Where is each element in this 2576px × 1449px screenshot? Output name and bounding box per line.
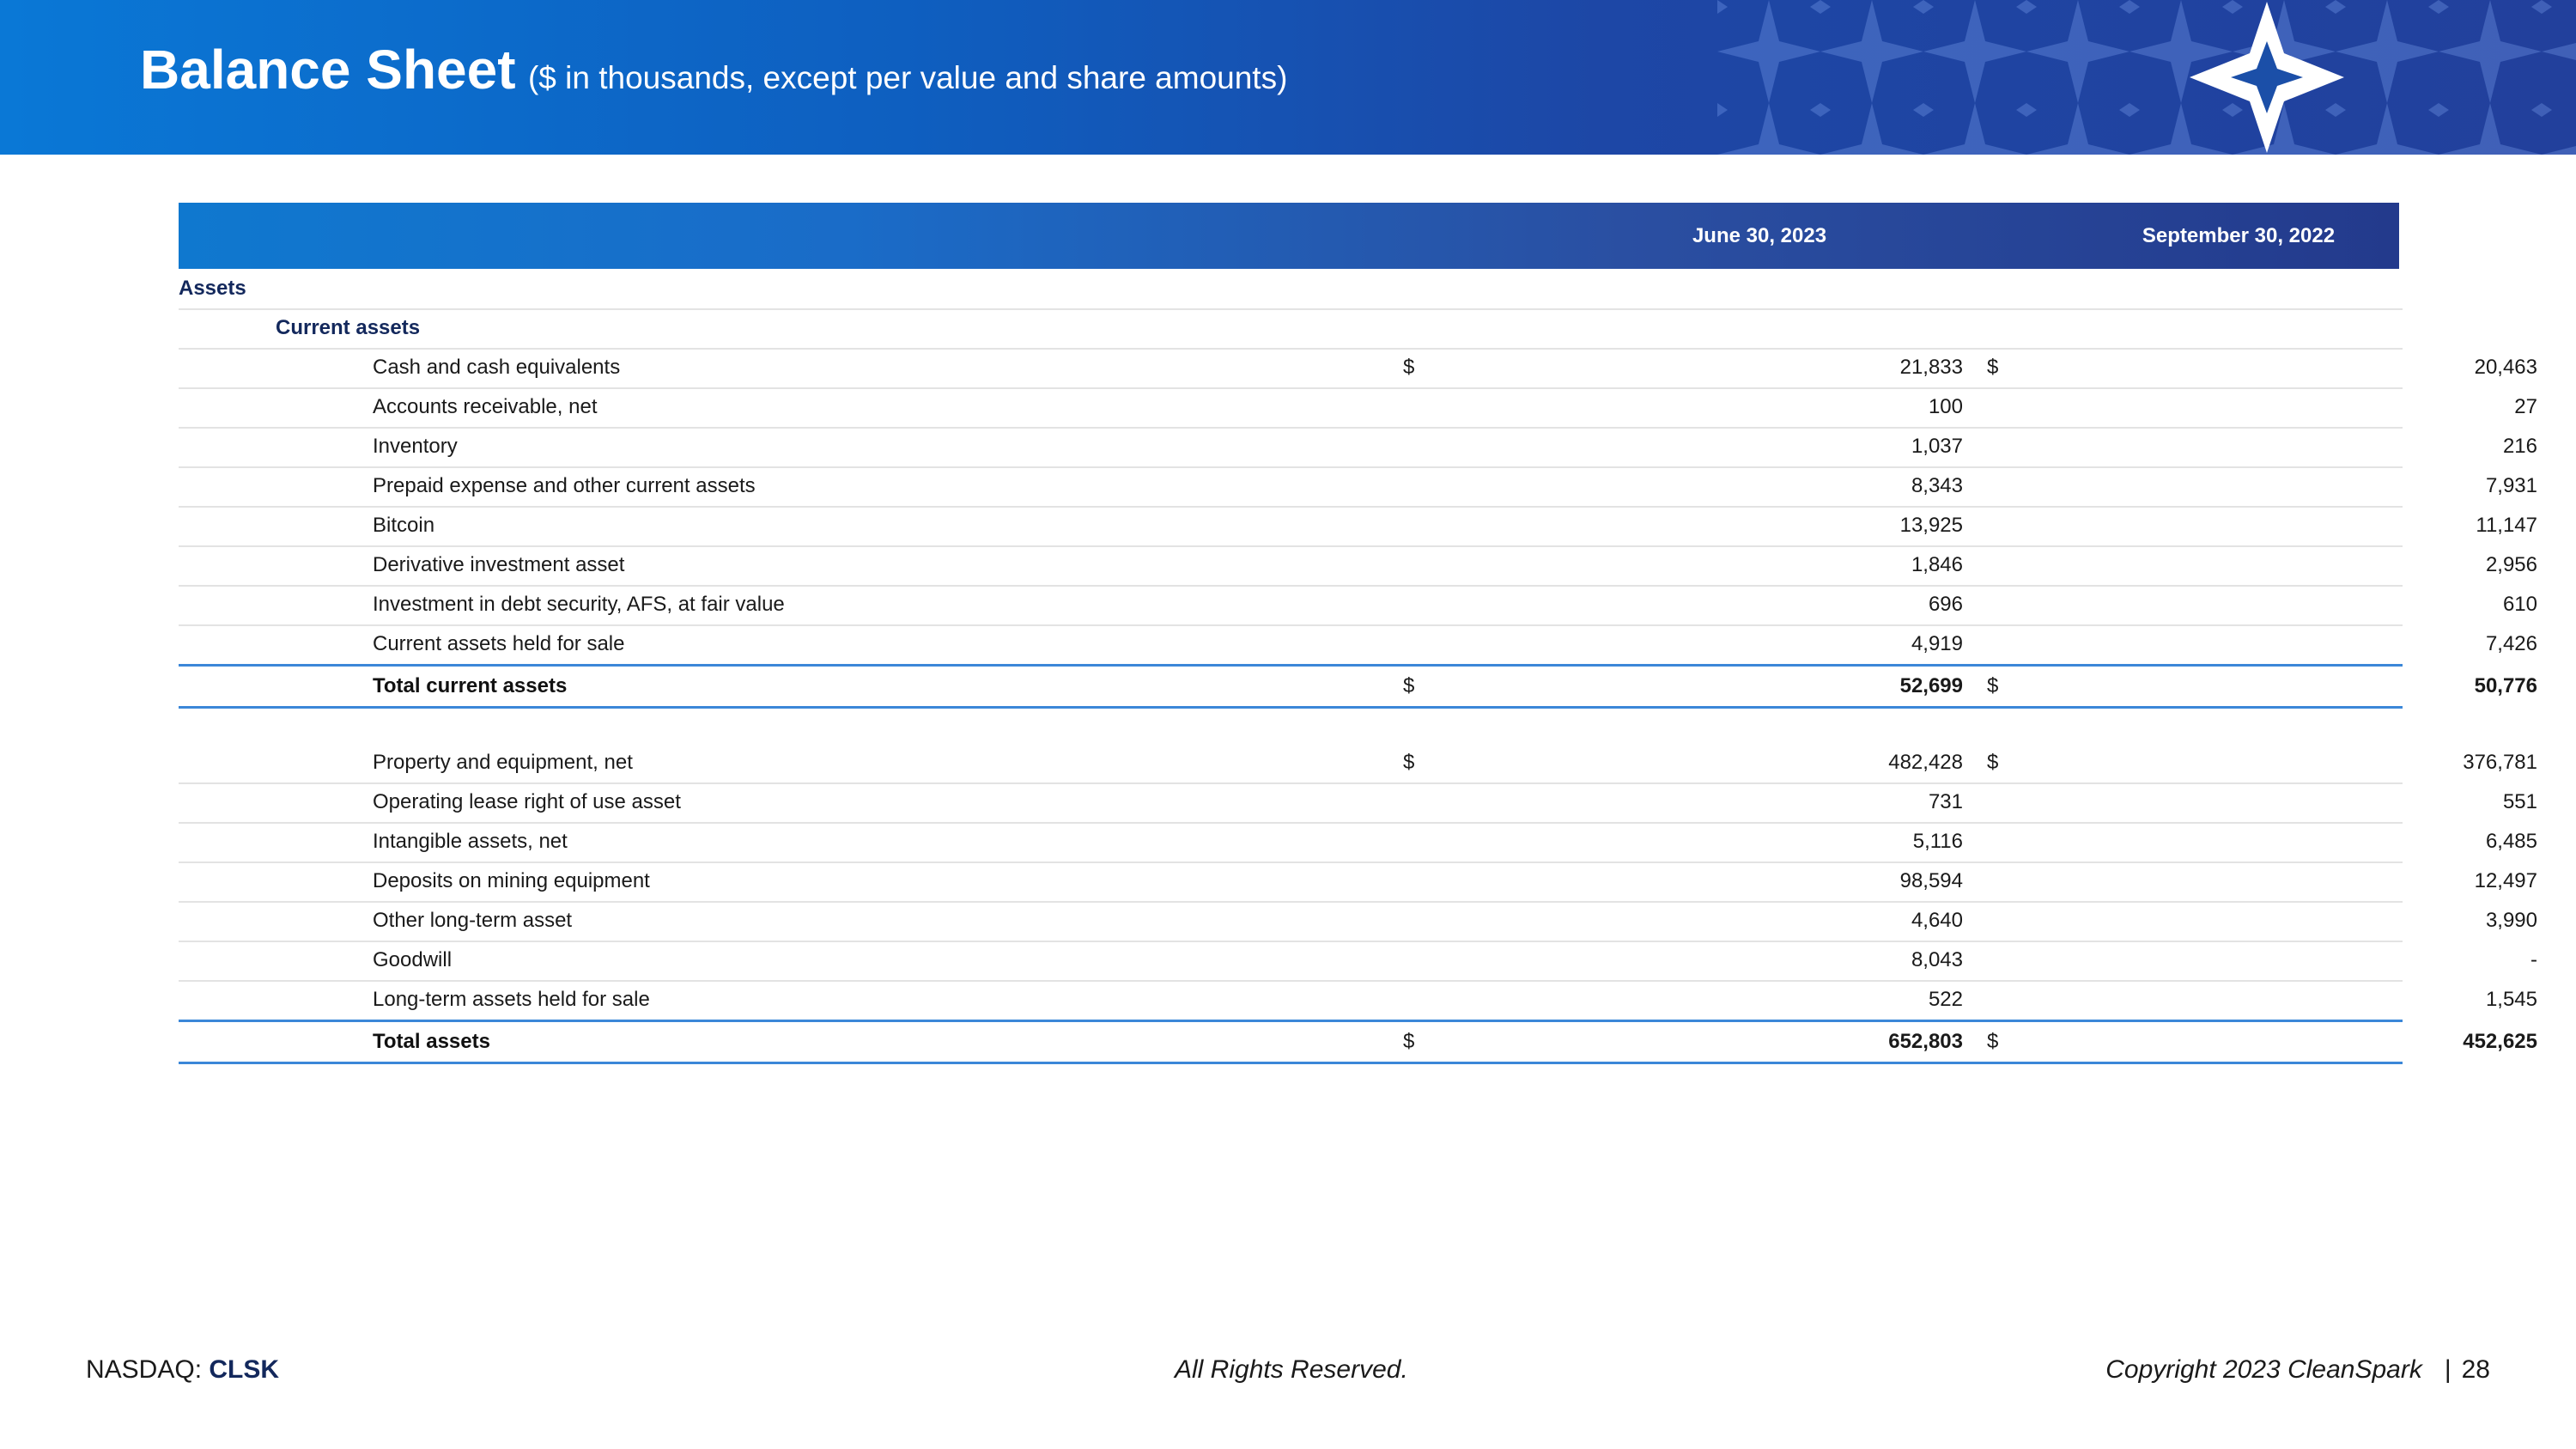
row-label: Other long-term asset: [373, 909, 573, 932]
value-june-2023: 52,699: [1899, 674, 1963, 697]
currency-symbol: $: [1987, 356, 1999, 379]
currency-symbol: $: [1987, 1030, 1999, 1053]
table-row: [179, 822, 2537, 863]
row-label: Operating lease right of use asset: [373, 790, 681, 813]
value-sept-2022: 6,485: [2485, 830, 2537, 853]
value-sept-2022: 11,147: [2476, 514, 2537, 537]
currency-symbol: $: [1403, 1030, 1415, 1053]
value-june-2023: 1,037: [1911, 435, 1963, 458]
diamond-pattern-decoration: [1717, 0, 2576, 155]
currency-symbol: $: [1403, 751, 1415, 774]
currency-symbol: $: [1403, 356, 1415, 379]
footer-separator: |: [2444, 1355, 2451, 1384]
value-june-2023: 98,594: [1899, 869, 1963, 892]
currency-symbol: $: [1987, 751, 1999, 774]
footer-ticker: [86, 1355, 279, 1385]
footer-copyright-group: [2105, 1355, 2490, 1385]
row-label: Intangible assets, net: [373, 830, 568, 853]
row-label: Total current assets: [373, 674, 568, 697]
row-label: Current assets: [276, 316, 421, 339]
ticker-symbol: CLSK: [209, 1355, 280, 1384]
value-june-2023: 8,343: [1911, 474, 1963, 497]
value-sept-2022: 452,625: [2463, 1030, 2537, 1053]
table-row: [179, 743, 2537, 784]
section-row: [179, 308, 2403, 350]
table-row: [179, 585, 2537, 626]
page-number: 28: [2461, 1355, 2490, 1384]
value-june-2023: 4,640: [1911, 909, 1963, 932]
value-sept-2022: 1,545: [2485, 988, 2537, 1011]
value-june-2023: 1,846: [1911, 553, 1963, 576]
table-row: [179, 901, 2537, 942]
table-row: [179, 545, 2537, 587]
header-banner: [0, 0, 2576, 155]
cleanspark-star-icon: [2188, 0, 2346, 155]
value-sept-2022: -: [2530, 948, 2537, 971]
currency-symbol: $: [1987, 674, 1999, 697]
row-label: Deposits on mining equipment: [373, 869, 650, 892]
table-row: [179, 861, 2537, 903]
row-label: Accounts receivable, net: [373, 395, 598, 418]
table-row: [179, 348, 2537, 389]
table-row: [179, 941, 2537, 982]
copyright-text: Copyright 2023 CleanSpark: [2105, 1355, 2422, 1384]
value-june-2023: 100: [1928, 395, 1963, 418]
table-row: [179, 387, 2537, 429]
table-row: [179, 466, 2537, 508]
column-header-june-2023: June 30, 2023: [1692, 224, 1827, 247]
table-row: [179, 782, 2537, 824]
row-label: Property and equipment, net: [373, 751, 633, 774]
page-title: Balance Sheet: [140, 39, 516, 100]
row-label: Prepaid expense and other current assets: [373, 474, 756, 497]
value-june-2023: 13,925: [1899, 514, 1963, 537]
table-row: [179, 427, 2537, 468]
row-label: Goodwill: [373, 948, 453, 971]
value-sept-2022: 216: [2502, 435, 2537, 458]
row-label: Derivative investment asset: [373, 553, 625, 576]
value-june-2023: 696: [1928, 593, 1963, 616]
value-june-2023: 652,803: [1888, 1030, 1963, 1053]
spacer-row: [179, 703, 2403, 743]
row-label: Inventory: [373, 435, 458, 458]
exchange-label: NASDAQ:: [86, 1355, 210, 1384]
value-sept-2022: 27: [2514, 395, 2537, 418]
row-label: Bitcoin: [373, 514, 435, 537]
value-sept-2022: 7,931: [2485, 474, 2537, 497]
page-title-group: [140, 38, 1287, 101]
value-june-2023: 21,833: [1899, 356, 1963, 379]
value-june-2023: 5,116: [1912, 830, 1963, 853]
row-label: Cash and cash equivalents: [373, 356, 621, 379]
row-label: Total assets: [373, 1030, 490, 1053]
currency-symbol: $: [1403, 674, 1415, 697]
value-june-2023: 4,919: [1911, 632, 1963, 655]
value-sept-2022: 50,776: [2474, 674, 2537, 697]
row-label: Long-term assets held for sale: [373, 988, 650, 1011]
row-label: Investment in debt security, AFS, at fair value: [373, 593, 785, 616]
value-sept-2022: 12,497: [2474, 869, 2537, 892]
value-june-2023: 522: [1928, 988, 1963, 1011]
page-subtitle: ($ in thousands, except per value and share amounts): [527, 60, 1288, 95]
value-june-2023: 731: [1928, 790, 1963, 813]
table-header: [179, 203, 2399, 269]
value-sept-2022: 376,781: [2463, 751, 2537, 774]
footer-rights: All Rights Reserved.: [1175, 1355, 1408, 1384]
value-sept-2022: 7,426: [2485, 632, 2537, 655]
table-row: [179, 506, 2537, 547]
value-june-2023: 482,428: [1888, 751, 1963, 774]
row-label: Assets: [179, 277, 246, 300]
column-header-sept-2022: September 30, 2022: [2142, 224, 2336, 247]
table-row: [179, 624, 2537, 666]
table-row: [179, 980, 2537, 1021]
value-sept-2022: 20,463: [2474, 356, 2537, 379]
section-row: [179, 269, 2403, 310]
total-row: [179, 664, 2537, 709]
value-sept-2022: 610: [2502, 593, 2537, 616]
value-june-2023: 8,043: [1911, 948, 1963, 971]
value-sept-2022: 3,990: [2485, 909, 2537, 932]
value-sept-2022: 2,956: [2485, 553, 2537, 576]
total-row: [179, 1020, 2537, 1064]
row-label: Current assets held for sale: [373, 632, 625, 655]
value-sept-2022: 551: [2502, 790, 2537, 813]
